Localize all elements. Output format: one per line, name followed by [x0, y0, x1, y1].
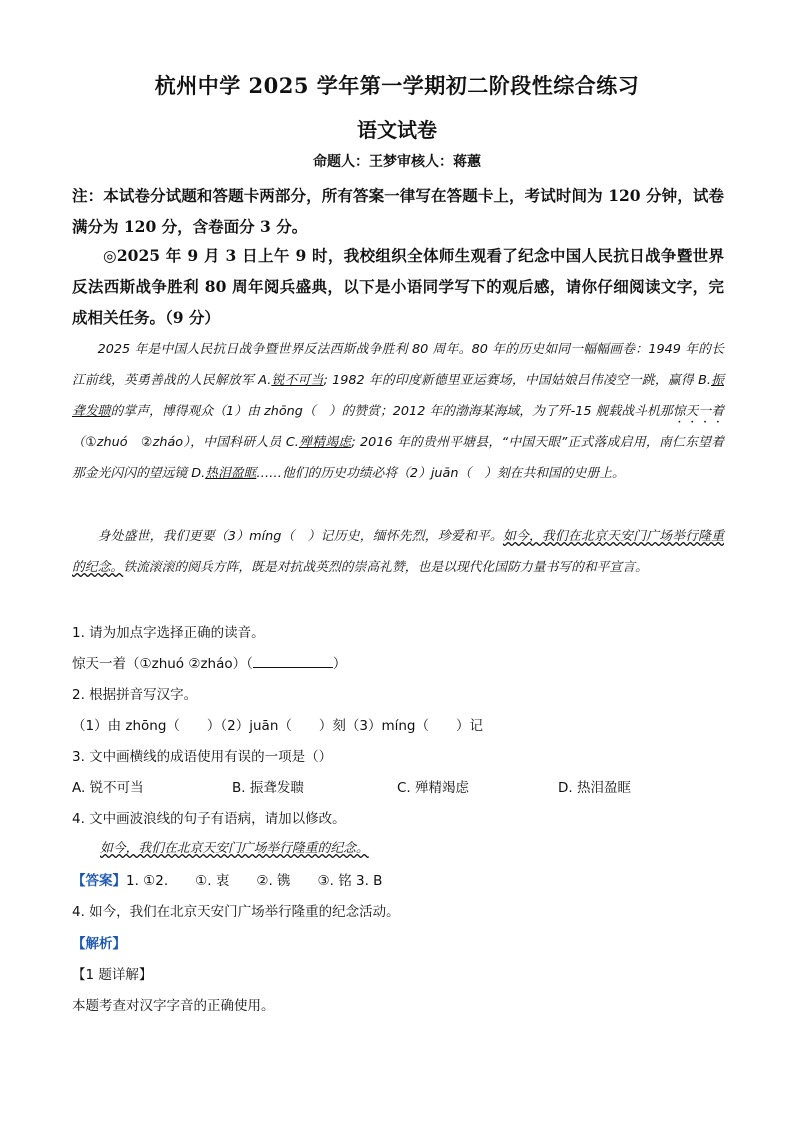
wavy-sentence: 如今，我们在北京天安门广场举行隆重的纪念。: [72, 529, 724, 575]
passage-text: ; 1982 年的印度新德里亚运赛场，中国姑娘吕伟凌空一跳，赢得 B.: [323, 373, 711, 388]
option-b: B. 振聋发聩: [232, 780, 304, 796]
passage-paragraph-1: [72, 334, 724, 489]
dotted-word: 惊天一着: [672, 404, 724, 419]
question-3: 3. 文中画横线的成语使用有误的一项是（）: [72, 749, 333, 765]
exam-subtitle: 语文试卷: [357, 118, 437, 142]
passage-paragraph-2: [72, 521, 724, 583]
exam-notice: 注：本试卷分试题和答题卡两部分，所有答案一律写在答题卡上，考试时间为 120 分钟，试卷满分为 120 分，含卷面分 3 分。: [72, 186, 724, 236]
question-2-line: （1）由 zhōng（ ）（2）juān（ ）刻（3）míng（ ）记: [72, 718, 483, 734]
idiom-d: 热泪盈眶: [205, 466, 257, 481]
answer-text: 1. ①2. ①. 衷 ②. 镌 ③. 铭 3. B: [126, 873, 383, 889]
passage-text: 身处盛世，我们更要（3）míng（ ）记历史，缅怀先烈，珍爱和平。: [97, 529, 503, 544]
detail-tag: 【1 题详解】: [72, 967, 153, 983]
passage-text: 的掌声，博得观众（1）由 zhōng（ ）的赞赏；2012 年的渤海某海域，为了歼-15 舰载战斗机那: [110, 404, 673, 419]
question-2: 2. 根据拼音写汉字。: [72, 687, 198, 703]
idiom-a: 锐不可当: [271, 373, 324, 388]
idiom-b: 振聋发聩: [72, 373, 724, 419]
idiom-c: 殚精竭虑: [298, 435, 352, 450]
section-intro: ◎2025 年 9 月 3 日上午 9 时，我校组织全体师生观看了纪念中国人民抗日战争暨世界反法西斯战争胜利 80 周年阅兵盛典，以下是小语同学写下的观后感，请你仔细阅读文字，完成相关任务。（9 分）: [72, 246, 724, 327]
option-d: D. 热泪盈眶: [558, 780, 631, 796]
question-1: 1. 请为加点字选择正确的读音。: [72, 625, 265, 641]
answer-line: [72, 869, 382, 889]
question-1-line: [72, 652, 346, 672]
detail-text: 本题考查对汉字字音的正确使用。: [72, 998, 275, 1014]
analysis-tag: 【解析】: [72, 936, 126, 952]
option-a: A. 锐不可当: [72, 780, 144, 796]
passage-text: 铁流滚滚的阅兵方阵，既是对抗战英烈的崇高礼赞，也是以现代化国防力量书写的和平宣言。: [123, 560, 648, 575]
question-4: 4. 文中画波浪线的句子有语病，请加以修改。: [72, 811, 346, 827]
exam-authors: 命题人：王梦审核人：蒋蕙: [313, 154, 481, 170]
passage-text: 2025 年是中国人民抗日战争暨世界反法西斯战争胜利 80 周年。80 年的历史如同一幅幅画卷：1949 年的长江前线，英勇善战的人民解放军 A.: [72, 342, 724, 388]
passage-text: ; 2016 年的贵州平塘县，“中国天眼”正式落成启用，南仁东望着那金光闪闪的望远镜 D.: [72, 435, 724, 481]
exam-title: 杭州中学 2025 学年第一学期初二阶段性综合练习: [154, 73, 640, 98]
passage-text: （①zhuó ②zháo），中国科研人员 C.: [72, 435, 299, 450]
question-4-sentence: 如今，我们在北京天安门广场举行隆重的纪念。: [100, 841, 369, 856]
answer-blank[interactable]: [253, 655, 333, 668]
answer-tag: 【答案】: [72, 873, 126, 889]
answer-4: 4. 如今，我们在北京天安门广场举行隆重的纪念活动。: [72, 904, 400, 920]
question-1-close: ）: [332, 656, 347, 672]
passage-text: ……他们的历史功绩必将（2）juān（ ）刻在共和国的史册上。: [256, 466, 625, 481]
option-c: C. 殚精竭虑: [397, 780, 470, 796]
question-1-prompt: 惊天一着（①zhuó ②zháo）（: [72, 656, 253, 672]
